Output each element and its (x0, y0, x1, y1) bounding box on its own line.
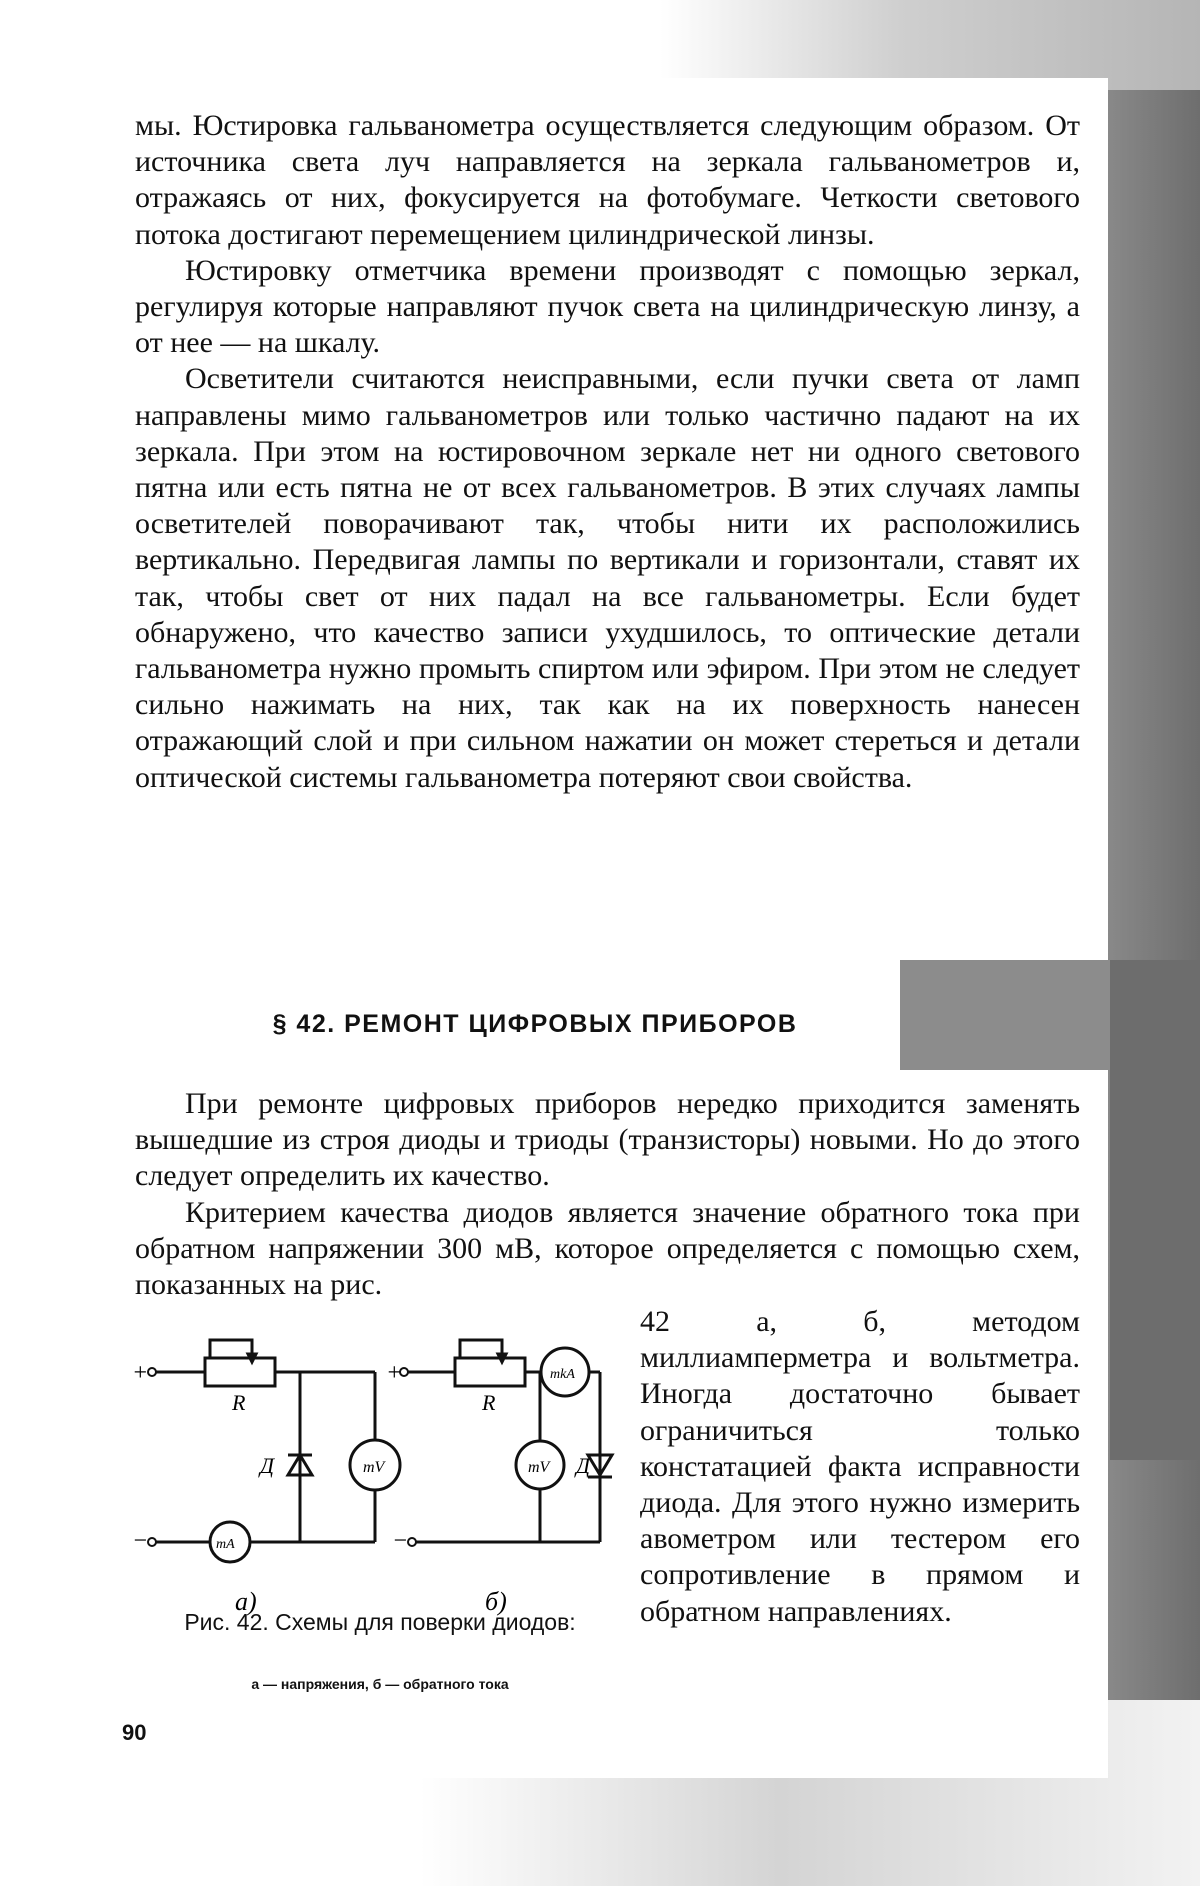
diode-label: Д (576, 1453, 590, 1478)
paragraph: мы. Юстировка гальванометра осуществляется следующим образом. От источника света луч направляется на зеркала гальванометров и, отражаясь от них, фокусируется на фотобумаге. Четкости светового потока достигают перемещением цилиндрической линзы. (135, 109, 1080, 251)
meter-label: mV (363, 1459, 385, 1476)
meter-label: mA (216, 1537, 235, 1552)
figure-caption: Рис. 42. Схемы для поверки диодов: (184, 1609, 576, 1635)
text-block-bottom (135, 1086, 1080, 1303)
figure-subcaption: а — напряжения, б — обратного тока (251, 1676, 509, 1692)
scan-shadow-top (0, 0, 1200, 90)
minus-label: − (392, 1528, 409, 1554)
plus-label: + (132, 1360, 149, 1386)
section-heading: § 42. РЕМОНТ ЦИФРОВЫХ ПРИБОРОВ (272, 1010, 798, 1038)
diode-label: Д (260, 1453, 274, 1478)
meter-label: mV (528, 1459, 550, 1476)
minus-label: − (132, 1528, 149, 1554)
scan-shadow-edge (1110, 960, 1200, 1460)
figure-label-a: а) (235, 1587, 257, 1616)
plus-label: + (386, 1360, 403, 1386)
terminal-icon (148, 1368, 156, 1376)
paragraph: Юстировку отметчика времени производят с помощью зеркал, регулируя которые направляют пучок света на цилиндрическую линзу, а от нее — на шкалу. (135, 253, 1080, 360)
resistor-label: R (232, 1390, 246, 1415)
figure-label-b: б) (485, 1587, 507, 1616)
paragraph: Осветители считаются неисправными, если пучки света от ламп направлены мимо гальванометров или только частично падают на их зеркала. При этом на юстировочном зеркале нет ни одного светового пятна или есть пятна не от всех гальванометров. В этих случаях лампы осветителей поворачивают так, чтобы нити их расположились вертикально. Передвигая лампы по вертикали и горизонтали, ставят их так, чтобы свет от них падал на все гальванометры. Если будет обнаружено, что качество записи ухудшилось, то оптические детали гальванометра нужно промыть спиртом или эфиром. При этом не следует сильно нажимать на них, так как на их поверхность нанесен отражающий слой и при сильном нажатии он может стереться и детали оптической системы гальванометра потеряют свои свойства. (135, 362, 1080, 794)
paragraph: Критерием качества диодов является значение обратного тока при обратном напряжении 300 мВ, которое определяется с помощью схем, показанных на рис. (135, 1195, 1080, 1302)
terminal-icon (148, 1538, 156, 1546)
resistor-label: R (482, 1390, 496, 1415)
page-number: 90 (122, 1720, 147, 1745)
text-block-top (135, 108, 1080, 796)
meter-label: mkA (550, 1367, 575, 1382)
paragraph: При ремонте цифровых приборов нередко приходится заменять вышедшие из строя диоды и триоды (транзисторы) новыми. Но до этого следует определить их качество. (135, 1087, 1080, 1193)
paragraph-wrap-text: 42 а, б, методом миллиамперметра и вольтметра. Иногда достаточно бывает ограничиться только констатацией факта исправности диода. Для этого нужно измерить авометром или тестером его сопротивление в прямом и обратном направлениях. (640, 1305, 1080, 1628)
terminal-icon (408, 1538, 416, 1546)
